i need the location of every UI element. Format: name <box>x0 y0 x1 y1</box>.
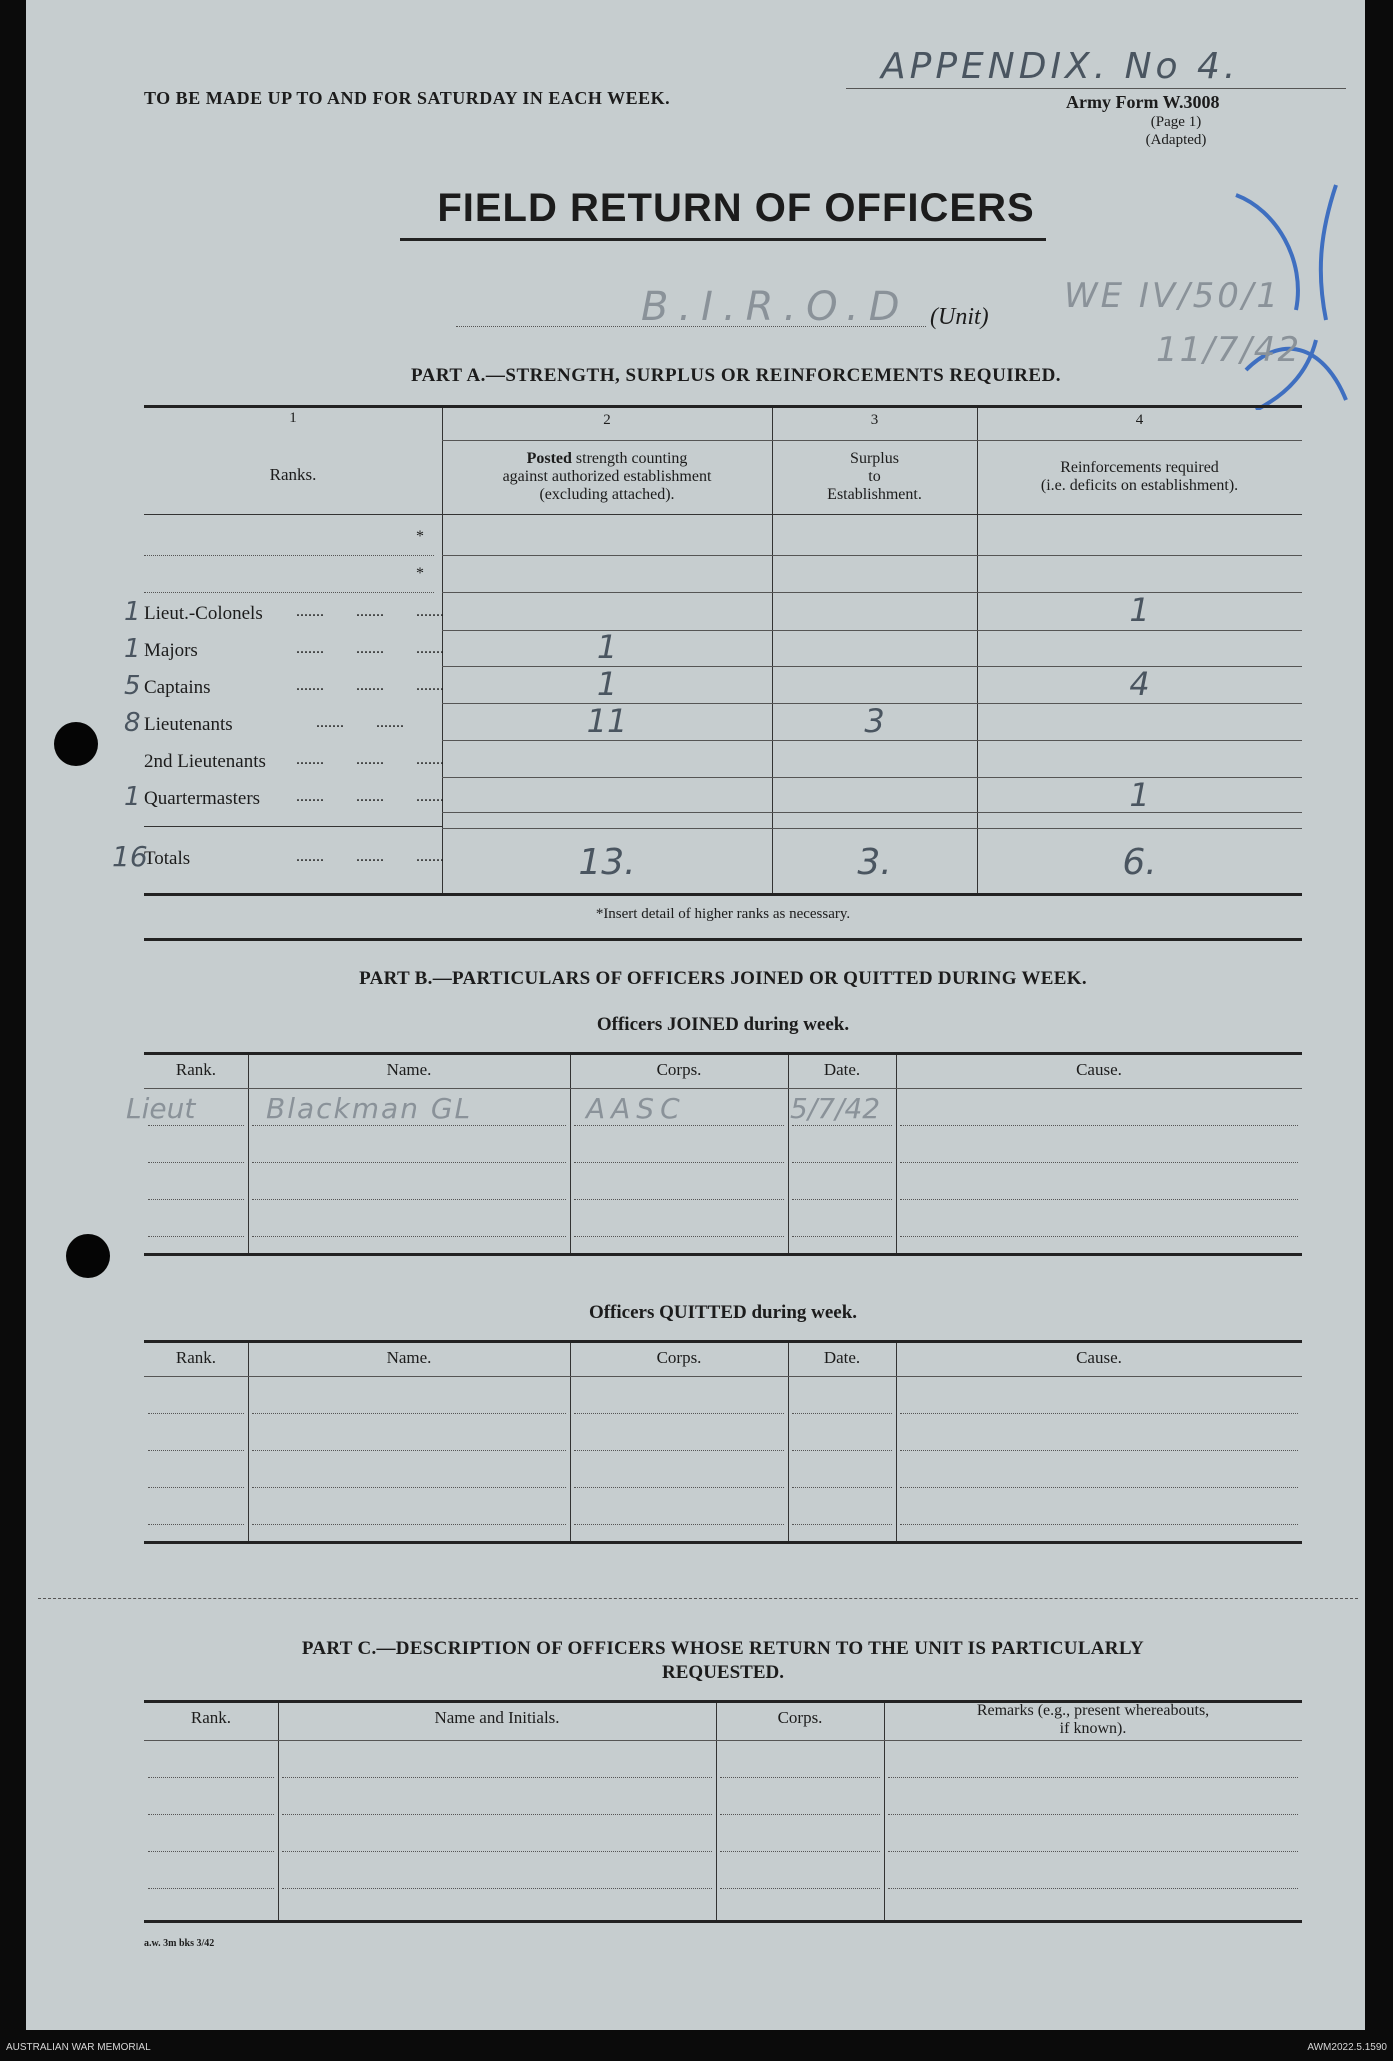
col-header-posted <box>442 450 772 504</box>
rank-reinforcements-value: 1 <box>1129 591 1150 629</box>
c-col-header-name: Name and Initials. <box>434 1708 560 1727</box>
table-row-line <box>792 1487 892 1488</box>
print-code: a.w. 3m bks 3/42 <box>144 1938 215 1949</box>
rank-posted-value: 11 <box>586 702 628 740</box>
part-a-top-rule <box>144 405 1302 408</box>
rank-reinforcements-value: 1 <box>1129 776 1150 814</box>
c-table-row-line <box>888 1888 1298 1889</box>
joined-corps-value: AASC <box>586 1092 686 1125</box>
table-col-header: Name. <box>386 1060 432 1079</box>
rank-handwritten-count: 8 <box>124 708 141 738</box>
table-col-divider <box>248 1055 249 1253</box>
c-table-row-line <box>720 1814 880 1815</box>
table-col-header: Date. <box>823 1060 861 1079</box>
table-row-line <box>900 1236 1298 1237</box>
table-row-line <box>252 1199 566 1200</box>
title-underline <box>400 238 1046 241</box>
table-col-divider <box>570 1055 571 1253</box>
surplus-line-3: Establishment. <box>827 486 922 503</box>
table-col-header: Name. <box>386 1348 432 1367</box>
c-table-row-line <box>888 1851 1298 1852</box>
footnote: *Insert detail of higher ranks as necessary. <box>595 906 851 922</box>
c-table-row-line <box>148 1777 274 1778</box>
col-number-3: 3 <box>870 412 879 428</box>
rank-dots: ....... ....... <box>316 714 404 731</box>
table-row-line <box>148 1487 244 1488</box>
tear-line <box>38 1598 1358 1599</box>
totals-posted: 13. <box>578 842 636 883</box>
totals-dots: ....... ....... ....... <box>296 848 444 865</box>
star-row-2-mark: * <box>416 565 424 582</box>
table-row-line <box>574 1524 784 1525</box>
footnote-bottom-rule <box>144 938 1302 941</box>
col-number-rule <box>442 440 1302 441</box>
table-row-line <box>252 1524 566 1525</box>
table-col-header: Corps. <box>656 1348 702 1367</box>
table-row-line <box>792 1413 892 1414</box>
margin-note-reference: WE IV/50/1 <box>1064 276 1281 316</box>
part-a-bottom-rule <box>144 893 1302 896</box>
table-row-line <box>900 1524 1298 1525</box>
rank-reinforcements-value: 4 <box>1129 665 1150 703</box>
rank-dots: ....... ....... ....... <box>296 788 444 805</box>
col-number-1: 1 <box>289 410 297 426</box>
c-table-row-line <box>148 1888 274 1889</box>
table-row-line <box>252 1125 566 1126</box>
table-row-line <box>792 1125 892 1126</box>
c-table-col-divider <box>278 1703 279 1920</box>
table-row-line <box>252 1487 566 1488</box>
table-row-line <box>148 1236 244 1237</box>
rank-dots: ....... ....... ....... <box>296 751 444 768</box>
rank-handwritten-count: 5 <box>124 671 141 701</box>
table-row-line <box>574 1450 784 1451</box>
table-top-rule <box>144 1052 1302 1055</box>
table-row-line <box>900 1199 1298 1200</box>
margin-note-date: 11/7/42 <box>1156 330 1302 370</box>
rank-dots: ....... ....... ....... <box>296 603 444 620</box>
c-col-header-remarks-2: if known). <box>1059 1720 1127 1737</box>
table-col-divider <box>788 1055 789 1253</box>
table-col-header: Corps. <box>656 1060 702 1079</box>
c-col-header-remarks-1: Remarks (e.g., present whereabouts, <box>976 1702 1210 1719</box>
c-table-row-line <box>282 1814 712 1815</box>
form-number: Army Form W.3008 <box>1066 92 1220 112</box>
star-row-2-line <box>144 592 434 593</box>
header-bottom-rule <box>144 514 1302 515</box>
row-line <box>442 555 1302 556</box>
rank-label: Lieutenants <box>144 714 233 735</box>
footer-left: AUSTRALIAN WAR MEMORIAL <box>6 2042 151 2053</box>
table-header-rule <box>144 1376 1302 1377</box>
part-c-title-2: REQUESTED. <box>662 1662 784 1683</box>
table-row-line <box>252 1413 566 1414</box>
table-row-line <box>792 1524 892 1525</box>
c-col-header-rank: Rank. <box>190 1708 232 1727</box>
table-row-line <box>574 1162 784 1163</box>
rank-label: Majors <box>144 640 198 661</box>
c-table-row-line <box>282 1851 712 1852</box>
c-table-row-line <box>282 1777 712 1778</box>
totals-surplus: 3. <box>857 842 892 883</box>
star-row-1-mark: * <box>416 528 424 545</box>
part-b-title: PART B.—PARTICULARS OF OFFICERS JOINED OR QUITTED DURING WEEK. <box>359 968 1087 989</box>
col-header-surplus <box>772 450 977 504</box>
rank-surplus-value: 3 <box>864 702 885 740</box>
rank-label: Lieut.-Colonels <box>144 603 263 624</box>
rank-handwritten-count: 1 <box>124 597 141 627</box>
table-row-line <box>148 1450 244 1451</box>
unit-label: (Unit) <box>930 304 989 330</box>
table-row-line <box>252 1162 566 1163</box>
table-col-header: Rank. <box>175 1348 217 1367</box>
joined-rank-value: Lieut <box>126 1092 196 1125</box>
posted-bold: Posted <box>526 450 572 467</box>
table-col-header: Rank. <box>175 1060 217 1079</box>
part-c-title-1: PART C.—DESCRIPTION OF OFFICERS WHOSE RETURN TO THE UNIT IS PARTICULARLY <box>301 1638 1145 1659</box>
table-row-line <box>792 1450 892 1451</box>
rank-dots: ....... ....... ....... <box>296 677 444 694</box>
c-table-bottom-rule <box>144 1920 1302 1923</box>
table-row-line <box>148 1125 244 1126</box>
quitted-title: Officers QUITTED during week. <box>588 1302 858 1323</box>
table-row-line <box>792 1236 892 1237</box>
c-table-row-line <box>148 1851 274 1852</box>
totals-handwritten: 16 <box>112 840 148 873</box>
c-table-header-rule <box>144 1740 1302 1741</box>
col-number-2: 2 <box>603 412 611 428</box>
table-row-line <box>574 1236 784 1237</box>
surplus-line-2: to <box>868 468 881 485</box>
table-row-line <box>900 1487 1298 1488</box>
rank-posted-value: 1 <box>596 665 618 703</box>
punch-hole-bottom <box>66 1234 110 1278</box>
reinf-line-1: Reinforcements required <box>1060 459 1219 476</box>
table-top-rule <box>144 1340 1302 1343</box>
totals-reinforcements: 6. <box>1122 842 1157 883</box>
table-bottom-rule <box>144 1541 1302 1544</box>
table-col-divider <box>248 1343 249 1541</box>
star-row-1-line <box>144 555 434 556</box>
c-table-col-divider <box>716 1703 717 1920</box>
table-row-line <box>900 1413 1298 1414</box>
table-row-line <box>148 1413 244 1414</box>
table-col-divider <box>896 1343 897 1541</box>
table-row-line <box>574 1487 784 1488</box>
table-row-line <box>148 1524 244 1525</box>
row-line <box>442 828 1302 829</box>
rank-label: Captains <box>144 677 211 698</box>
rank-label: 2nd Lieutenants <box>144 751 266 772</box>
rank-label: Quartermasters <box>144 788 261 809</box>
table-col-header: Date. <box>823 1348 861 1367</box>
table-row-line <box>148 1199 244 1200</box>
totals-label: Totals <box>144 848 191 869</box>
table-col-divider <box>788 1343 789 1541</box>
table-col-header: Cause. <box>1076 1348 1122 1367</box>
table-row-line <box>252 1450 566 1451</box>
table-row-line <box>574 1125 784 1126</box>
table-header-rule <box>144 1088 1302 1089</box>
joined-date-value: 5/7/42 <box>790 1092 881 1125</box>
rank-handwritten-count: 1 <box>124 634 141 664</box>
c-table-row-line <box>148 1814 274 1815</box>
table-row-line <box>574 1413 784 1414</box>
table-row-line <box>574 1199 784 1200</box>
rank-posted-value: 1 <box>596 628 618 666</box>
col-number-4: 4 <box>1135 412 1144 428</box>
instruction-text: TO BE MADE UP TO AND FOR SATURDAY IN EACH WEEK. <box>144 88 671 108</box>
c-table-row-line <box>282 1888 712 1889</box>
page-number: (Page 1) <box>1150 114 1202 130</box>
posted-line-2: against authorized establishment <box>502 468 712 485</box>
table-col-divider <box>570 1343 571 1541</box>
c-table-row-line <box>720 1851 880 1852</box>
row-line <box>442 740 1302 741</box>
joined-name-value: Blackman GL <box>266 1092 473 1125</box>
footer-right: AWM2022.5.1590 <box>1307 2042 1387 2053</box>
totals-top-rule <box>144 826 442 827</box>
part-a-title: PART A.—STRENGTH, SURPLUS OR REINFORCEMENTS REQUIRED. <box>410 365 1062 386</box>
rank-handwritten-count: 1 <box>124 782 141 812</box>
posted-line-3: (excluding attached). <box>539 486 675 503</box>
c-table-row-line <box>888 1814 1298 1815</box>
surplus-line-1: Surplus <box>850 450 899 467</box>
col-header-ranks: Ranks. <box>269 465 317 484</box>
appendix-underline <box>846 88 1346 89</box>
table-row-line <box>252 1236 566 1237</box>
c-col-header-corps: Corps. <box>777 1708 823 1727</box>
joined-title: Officers JOINED during week. <box>596 1014 850 1035</box>
table-row-line <box>900 1450 1298 1451</box>
table-col-header: Cause. <box>1076 1060 1122 1079</box>
c-table-row-line <box>888 1777 1298 1778</box>
reinf-line-2: (i.e. deficits on establishment). <box>1040 477 1239 494</box>
punch-hole-top <box>54 722 98 766</box>
appendix-handwritten: APPENDIX. No 4. <box>881 46 1240 87</box>
table-row-line <box>148 1162 244 1163</box>
form-sheet <box>26 0 1365 2030</box>
table-bottom-rule <box>144 1253 1302 1256</box>
unit-value: B.I.R.O.D <box>641 284 910 330</box>
page-footer <box>0 2030 1393 2061</box>
table-row-line <box>792 1162 892 1163</box>
rank-dots: ....... ....... ....... <box>296 640 444 657</box>
page-title: FIELD RETURN OF OFFICERS <box>437 186 1035 230</box>
c-table-row-line <box>720 1888 880 1889</box>
col-header-reinforcements <box>977 459 1302 495</box>
c-table-row-line <box>720 1777 880 1778</box>
posted-rest: strength counting <box>575 450 688 467</box>
table-row-line <box>900 1162 1298 1163</box>
table-row-line <box>792 1199 892 1200</box>
table-row-line <box>900 1125 1298 1126</box>
adapted-label: (Adapted) <box>1145 132 1207 148</box>
table-col-divider <box>896 1055 897 1253</box>
